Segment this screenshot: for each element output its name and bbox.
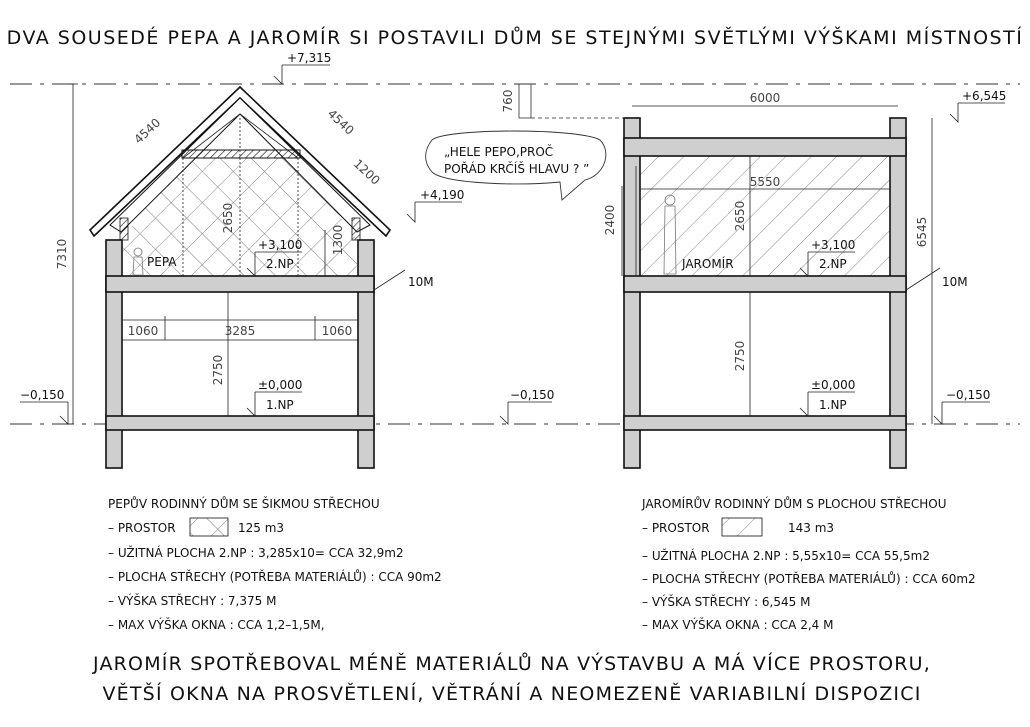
speech-line-2: POŘÁD KRČÍŠ HLAVU ? ” xyxy=(444,162,590,176)
right-upper-space xyxy=(640,156,890,276)
svg-text:1.NP: 1.NP xyxy=(266,398,294,412)
svg-text:2.NP: 2.NP xyxy=(819,257,847,271)
svg-text:+7,315: +7,315 xyxy=(287,51,332,65)
dim-difference: 760 xyxy=(501,89,515,113)
right-legend-swatch xyxy=(722,518,762,536)
level-floor1-left xyxy=(247,378,302,416)
svg-text:2.NP: 2.NP xyxy=(266,257,294,271)
dim-roof-part: 1200 xyxy=(350,156,383,188)
left-ceiling-slab xyxy=(106,276,374,292)
svg-text:+3,100: +3,100 xyxy=(258,238,303,252)
right-legend-item: – PLOCHA STŘECHY (POTŘEBA MATERIÁLŮ) : CCA 60m2 xyxy=(642,572,976,586)
svg-text:±0,000: ±0,000 xyxy=(258,378,303,392)
level-ground-left xyxy=(20,388,68,424)
left-ceiling-insulation xyxy=(182,150,300,158)
level-ridge-left xyxy=(274,51,331,84)
svg-text:−0,150: −0,150 xyxy=(946,388,991,402)
right-legend-prostor: – PROSTOR xyxy=(642,521,710,535)
page-title: DVA SOUSEDÉ PEPA A JAROMÍR SI POSTAVILI DŮM SE STEJNÝMI SVĚTLÝMI VÝŠKAMI MÍSTNOSTÍ xyxy=(6,27,1024,49)
dim-floor2-height-right: 2650 xyxy=(733,200,747,232)
svg-text:±0,000: ±0,000 xyxy=(811,378,856,392)
dim-total-height-right: 6545 xyxy=(915,216,929,248)
dim-roof-right: 4540 xyxy=(324,106,357,138)
right-legend-item: – UŽITNÁ PLOCHA 2.NP : 5,55x10= CCA 55,5m2 xyxy=(642,549,930,563)
svg-text:1.NP: 1.NP xyxy=(819,398,847,412)
left-wall-left xyxy=(106,240,122,468)
left-floor-slab xyxy=(106,416,374,430)
left-legend xyxy=(108,496,442,632)
width-note-right: 10M xyxy=(942,275,968,289)
left-legend-item: – MAX VÝŠKA OKNA : CCA 1,2–1,5M, xyxy=(108,618,325,632)
left-legend-swatch xyxy=(190,518,228,536)
speech-line-1: „HELE PEPO,PROČ xyxy=(444,145,554,159)
svg-text:+6,545: +6,545 xyxy=(962,89,1007,103)
dim-span-right: 1060 xyxy=(321,324,353,338)
right-legend-prostor-value: 143 m3 xyxy=(788,521,835,535)
level-ground-right xyxy=(934,388,990,424)
dim-knee-wall: 1300 xyxy=(331,224,345,256)
pepa-label: PEPA xyxy=(147,255,177,269)
level-eaves-left xyxy=(407,188,464,222)
level-top-right xyxy=(950,89,1006,122)
right-legend xyxy=(641,496,976,632)
right-ceiling-slab xyxy=(624,276,906,292)
left-legend-item: – VÝŠKA STŘECHY : 7,375 M xyxy=(108,594,277,608)
left-legend-prostor: – PROSTOR xyxy=(108,521,176,535)
dim-width-right: 6000 xyxy=(749,91,781,105)
svg-text:+4,190: +4,190 xyxy=(420,188,465,202)
level-floor1-right xyxy=(800,378,855,416)
conclusion-line-1: JAROMÍR SPOTŘEBOVAL MÉNĚ MATERIÁLŮ NA VÝSTAVBU A MÁ VÍCE PROSTORU, xyxy=(92,653,932,675)
dim-floor1-height-right: 2750 xyxy=(733,340,747,372)
left-legend-prostor-value: 125 m3 xyxy=(238,521,285,535)
left-legend-item: – PLOCHA STŘECHY (POTŘEBA MATERIÁLŮ) : CCA 90m2 xyxy=(108,570,442,584)
jaromir-label: JAROMÍR xyxy=(682,257,734,271)
dim-window-height: 2400 xyxy=(603,204,617,236)
dim-attic-height: 2650 xyxy=(221,202,235,234)
dim-roof-left: 4540 xyxy=(131,115,164,147)
right-roof-slab xyxy=(624,138,906,156)
right-legend-item: – MAX VÝŠKA OKNA : CCA 2,4 M xyxy=(642,618,834,632)
left-house xyxy=(20,51,464,468)
dim-total-height-left: 7310 xyxy=(55,238,69,270)
dim-floor1-height-left: 2750 xyxy=(211,354,225,386)
right-floor-slab xyxy=(624,416,906,430)
svg-text:−0,150: −0,150 xyxy=(20,388,65,402)
width-note-left: 10M xyxy=(408,275,434,289)
right-legend-heading: JAROMÍRŮV RODINNÝ DŮM S PLOCHOU STŘECHOU xyxy=(642,497,947,511)
conclusion-line-2: VĚTŠÍ OKNA NA PROSVĚTLENÍ, VĚTRÁNÍ A NEOMEZENĚ VARIABILNÍ DISPOZICI xyxy=(102,683,922,705)
level-ground-middle xyxy=(500,388,554,424)
svg-text:+3,100: +3,100 xyxy=(811,238,856,252)
svg-text:−0,150: −0,150 xyxy=(510,388,555,402)
right-legend-item: – VÝŠKA STŘECHY : 6,545 M xyxy=(642,595,811,609)
left-wall-right xyxy=(358,240,374,468)
dim-inner-width: 5550 xyxy=(749,175,781,189)
dim-span-left: 1060 xyxy=(127,324,159,338)
left-legend-item: – UŽITNÁ PLOCHA 2.NP : 3,285x10= CCA 32,9m2 xyxy=(108,546,404,560)
dim-span-mid: 3285 xyxy=(224,324,256,338)
left-legend-heading: PEPŮV RODINNÝ DŮM SE ŠIKMOU STŘECHOU xyxy=(108,497,380,511)
